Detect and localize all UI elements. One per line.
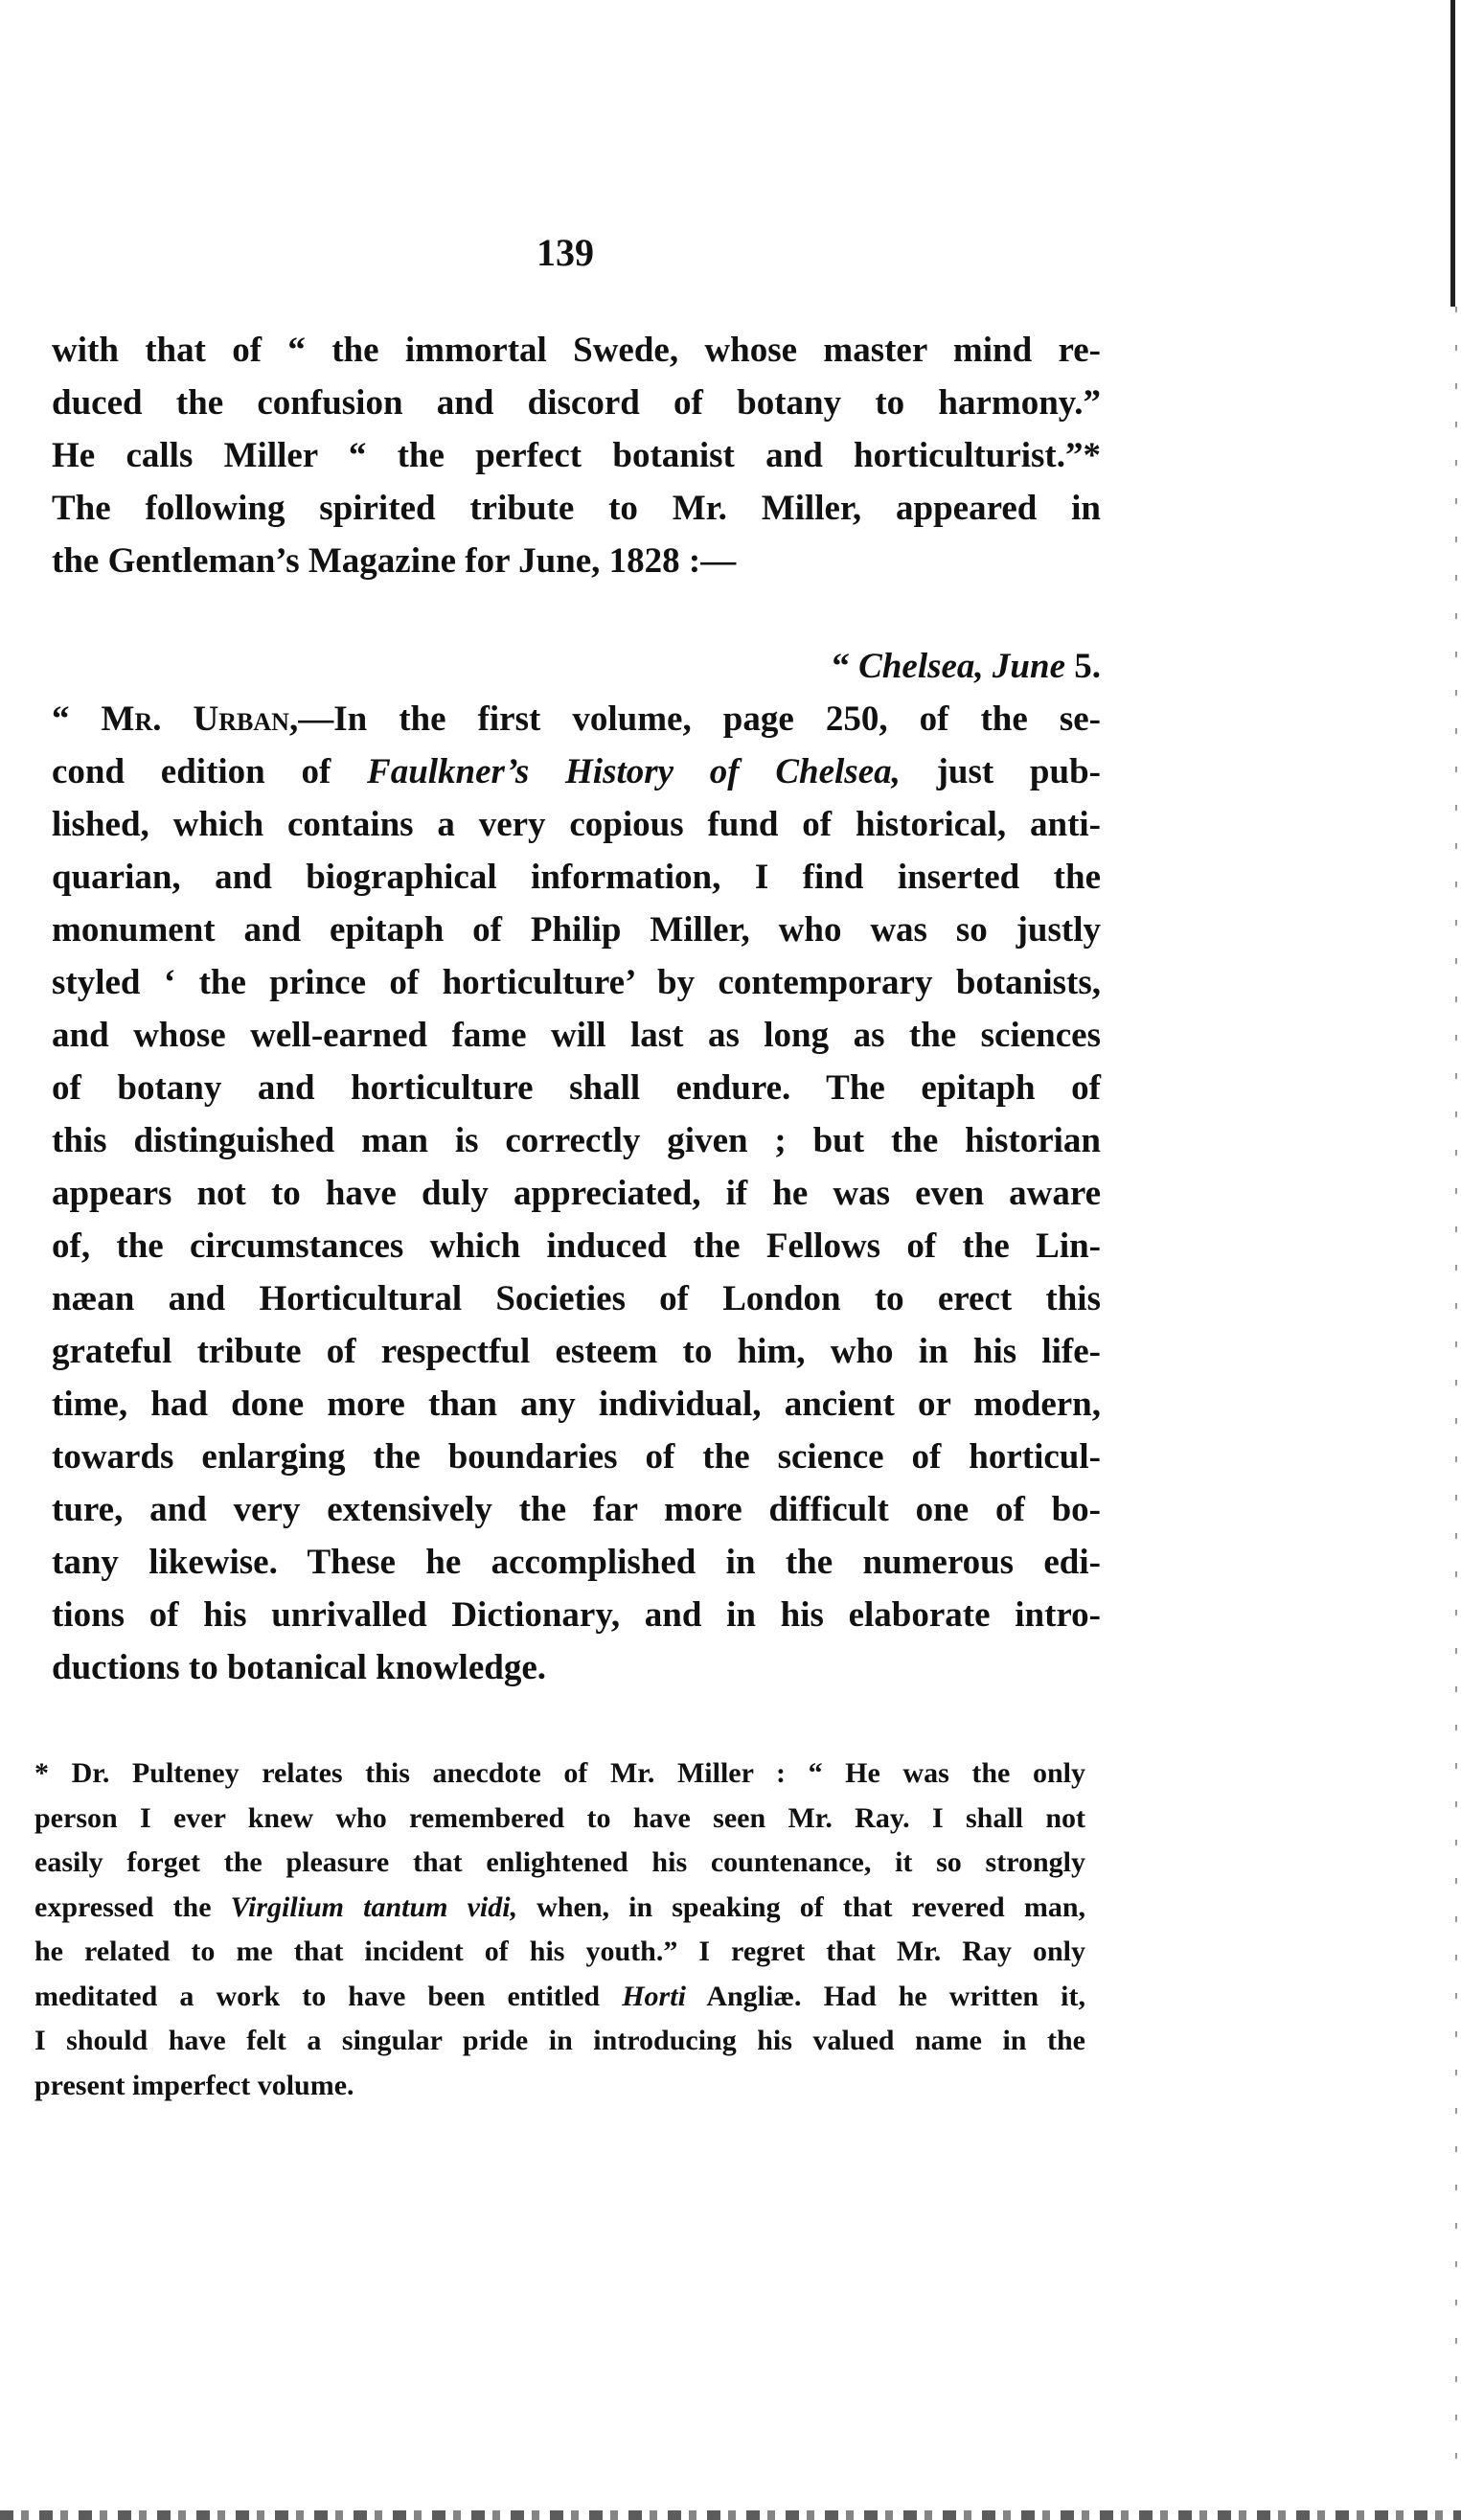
- text-segment: present imperfect volume.: [34, 2069, 354, 2101]
- text-segment: The following spirited tribute to Mr. Miller, appeared in: [52, 489, 1101, 528]
- text-segment: the Gentleman’s Magazine for June, 1828 :—: [52, 541, 737, 581]
- text-segment: expressed the: [34, 1890, 231, 1923]
- text-line: [34, 1841, 1085, 1886]
- text-line: [52, 1325, 1101, 1378]
- text-segment: quarian, and biographical information, I find inserted the: [52, 858, 1101, 897]
- text-segment: styled ‘ the prince of horticulture’ by contemporary botanists,: [52, 963, 1101, 1002]
- page-edge-marks: [1455, 307, 1457, 2491]
- text-segment: “: [52, 699, 102, 739]
- text-line: [52, 324, 1101, 377]
- text-segment: grateful tribute of respectful esteem to him, who in his life-: [52, 1332, 1101, 1371]
- small-caps-text: Mr. Urban: [101, 699, 289, 739]
- text-line: [52, 1589, 1101, 1641]
- text-line: [34, 2064, 1085, 2109]
- text-line: [52, 482, 1101, 535]
- text-line: [52, 1009, 1101, 1062]
- text-line: [52, 1167, 1101, 1220]
- text-segment: He calls Miller “ the perfect botanist and horticulturist.”*: [52, 436, 1101, 475]
- footnote: [34, 1752, 1085, 2108]
- text-segment: Angliæ. Had he written it,: [685, 1980, 1085, 2012]
- page-bottom-edge: [0, 2510, 1461, 2520]
- text-line: [52, 693, 1101, 745]
- text-line: [34, 2019, 1085, 2064]
- text-line: [52, 640, 1101, 693]
- text-segment: this distinguished man is correctly given ; but the historian: [52, 1121, 1101, 1160]
- text-line: [52, 1272, 1101, 1325]
- text-segment: monument and epitaph of Philip Miller, who was so justly: [52, 910, 1101, 950]
- text-line: [34, 1930, 1085, 1975]
- page-binding-edge: [1450, 0, 1455, 307]
- text-line: [52, 535, 1101, 587]
- italic-text: Chelsea, June: [858, 647, 1065, 686]
- text-segment: tions of his unrivalled Dictionary, and in his elaborate intro-: [52, 1595, 1101, 1635]
- text-line: [52, 1536, 1101, 1589]
- text-segment: appears not to have duly appreciated, if he was even aware: [52, 1174, 1101, 1213]
- text-segment: I should have felt a singular pride in introducing his valued name in the: [34, 2025, 1085, 2056]
- text-line: [52, 377, 1101, 429]
- text-segment: of botany and horticulture shall endure. The epitaph of: [52, 1068, 1101, 1108]
- text-line: [52, 429, 1101, 482]
- text-line: [52, 1220, 1101, 1272]
- text-segment: 5.: [1065, 647, 1101, 686]
- body-text: [52, 324, 1101, 1694]
- text-segment: lished, which contains a very copious fund of historical, anti-: [52, 805, 1101, 844]
- text-line: [52, 1062, 1101, 1114]
- text-line: [52, 904, 1101, 956]
- text-line: [52, 745, 1101, 798]
- text-line: [52, 1114, 1101, 1167]
- text-segment: meditated a work to have been entitled: [34, 1980, 623, 2012]
- text-line: [52, 956, 1101, 1009]
- text-segment: person I ever knew who remembered to have seen Mr. Ray. I shall not: [34, 1801, 1085, 1834]
- text-line: [52, 1378, 1101, 1431]
- text-segment: and whose well-earned fame will last as long as the sciences: [52, 1016, 1101, 1055]
- text-segment: ture, and very extensively the far more difficult one of bo-: [52, 1490, 1101, 1529]
- text-segment: easily forget the pleasure that enlightened his countenance, it so strongly: [34, 1846, 1085, 1878]
- text-segment: towards enlarging the boundaries of the science of horticul-: [52, 1437, 1101, 1477]
- text-line: [34, 1797, 1085, 1842]
- text-segment: time, had done more than any individual, ancient or modern,: [52, 1385, 1101, 1424]
- text-segment: cond edition of: [52, 752, 368, 791]
- text-line: [52, 1641, 1101, 1694]
- page-number: 139: [536, 231, 594, 274]
- text-segment: just pub-: [900, 752, 1101, 791]
- text-segment: of, the circumstances which induced the Fellows of the Lin-: [52, 1226, 1101, 1266]
- text-segment: “: [832, 647, 859, 686]
- text-segment: when, in speaking of that revered man,: [517, 1890, 1086, 1923]
- text-line: [34, 1886, 1085, 1931]
- blank-line: [52, 587, 1101, 640]
- text-segment: he related to me that incident of his youth.” I regret that Mr. Ray only: [34, 1936, 1085, 1967]
- text-segment: * Dr. Pulteney relates this anecdote of Mr. Miller : “ He was the only: [34, 1757, 1085, 1789]
- text-line: [52, 798, 1101, 851]
- text-segment: ,—In the first volume, page 250, of the se-: [288, 699, 1101, 739]
- text-segment: ductions to botanical knowledge.: [52, 1648, 547, 1687]
- text-line: [52, 1483, 1101, 1536]
- text-segment: with that of “ the immortal Swede, whose master mind re-: [52, 331, 1101, 370]
- text-segment: næan and Horticultural Societies of London to erect this: [52, 1279, 1101, 1318]
- italic-text: Horti: [622, 1980, 686, 2012]
- text-line: [52, 851, 1101, 904]
- text-line: [34, 1752, 1085, 1797]
- italic-text: Faulkner’s History of Chelsea,: [367, 752, 901, 791]
- italic-text: Virgilium tantum vidi,: [230, 1890, 518, 1923]
- text-segment: duced the confusion and discord of botany to harmony.”: [52, 383, 1101, 423]
- text-segment: tany likewise. These he accomplished in the numerous edi-: [52, 1543, 1101, 1582]
- text-line: [52, 1431, 1101, 1483]
- text-line: [34, 1975, 1085, 2020]
